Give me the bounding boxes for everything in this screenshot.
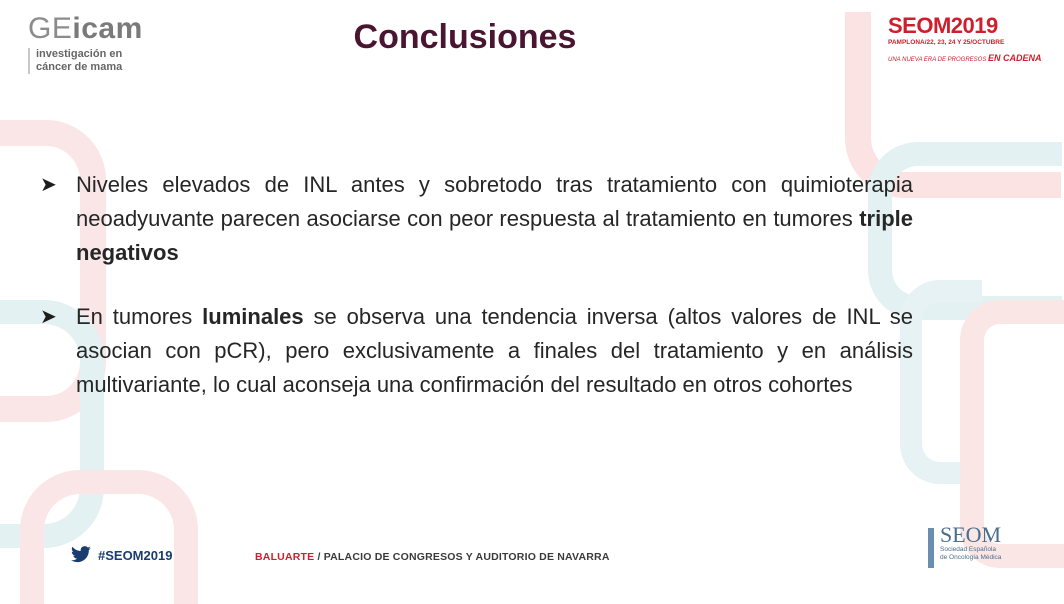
twitter-icon xyxy=(70,546,92,564)
bullet-item xyxy=(40,168,913,270)
bullet-text-part: se observa una tendencia inversa (altos valores de INL se asocian con pCR), pero exclusivamente a finales del tratamiento y en análisis multivariante, lo cual aconseja una confirmación del resultado en otros cohortes xyxy=(76,304,913,397)
seom-society-logo xyxy=(940,524,1020,562)
bullet-text-bold: luminales xyxy=(202,304,304,329)
bullet-text-bold: triple negativos xyxy=(76,206,913,265)
seom-logo-bar xyxy=(928,528,934,568)
hashtag-text: #SEOM2019 xyxy=(98,547,173,563)
venue-emphasis: BALUARTE xyxy=(255,551,315,563)
bullet-text-part: En tumores xyxy=(76,304,203,329)
venue-text xyxy=(255,551,610,563)
arrow-bullet-icon: ➤ xyxy=(40,306,57,328)
geicam-subtitle-line1: investigación en xyxy=(36,48,123,60)
bullet-text-part: Niveles elevados de INL antes y sobretodo tras tratamiento con quimioterapia neoadyuvante parecen asociarse con peor respuesta al tratamiento en tumores xyxy=(76,172,913,231)
decorative-chain-shape xyxy=(20,470,198,604)
footer-hashtag xyxy=(70,546,172,564)
arrow-bullet-icon: ➤ xyxy=(40,174,57,196)
seom2019-wordmark: SEOM2019 xyxy=(888,13,998,38)
tagline-text: UNA NUEVA ERA DE PROGRESOS xyxy=(888,57,987,63)
brand-light: GE xyxy=(28,12,73,45)
bullet-list xyxy=(40,168,913,432)
bullet-text xyxy=(76,168,913,270)
bullet-text xyxy=(76,300,913,402)
congress-date: PAMPLONA/22, 23, 24 Y 25/OCTUBRE xyxy=(888,39,1005,46)
seom-subtitle-line1: Sociedad Española xyxy=(940,546,997,553)
brand-bold: icam xyxy=(72,12,143,45)
venue-rest: / PALACIO DE CONGRESOS Y AUDITORIO DE NAVARRA xyxy=(314,551,610,563)
slide-title: Conclusiones xyxy=(353,18,577,56)
tagline-emphasis: EN CADENA xyxy=(988,53,1042,63)
geicam-subtitle-line2: cáncer de mama xyxy=(36,61,123,73)
seom-name: SEOM xyxy=(940,522,1002,547)
seom-subtitle-line2: de Oncología Médica xyxy=(940,554,1002,561)
bullet-item xyxy=(40,300,913,402)
